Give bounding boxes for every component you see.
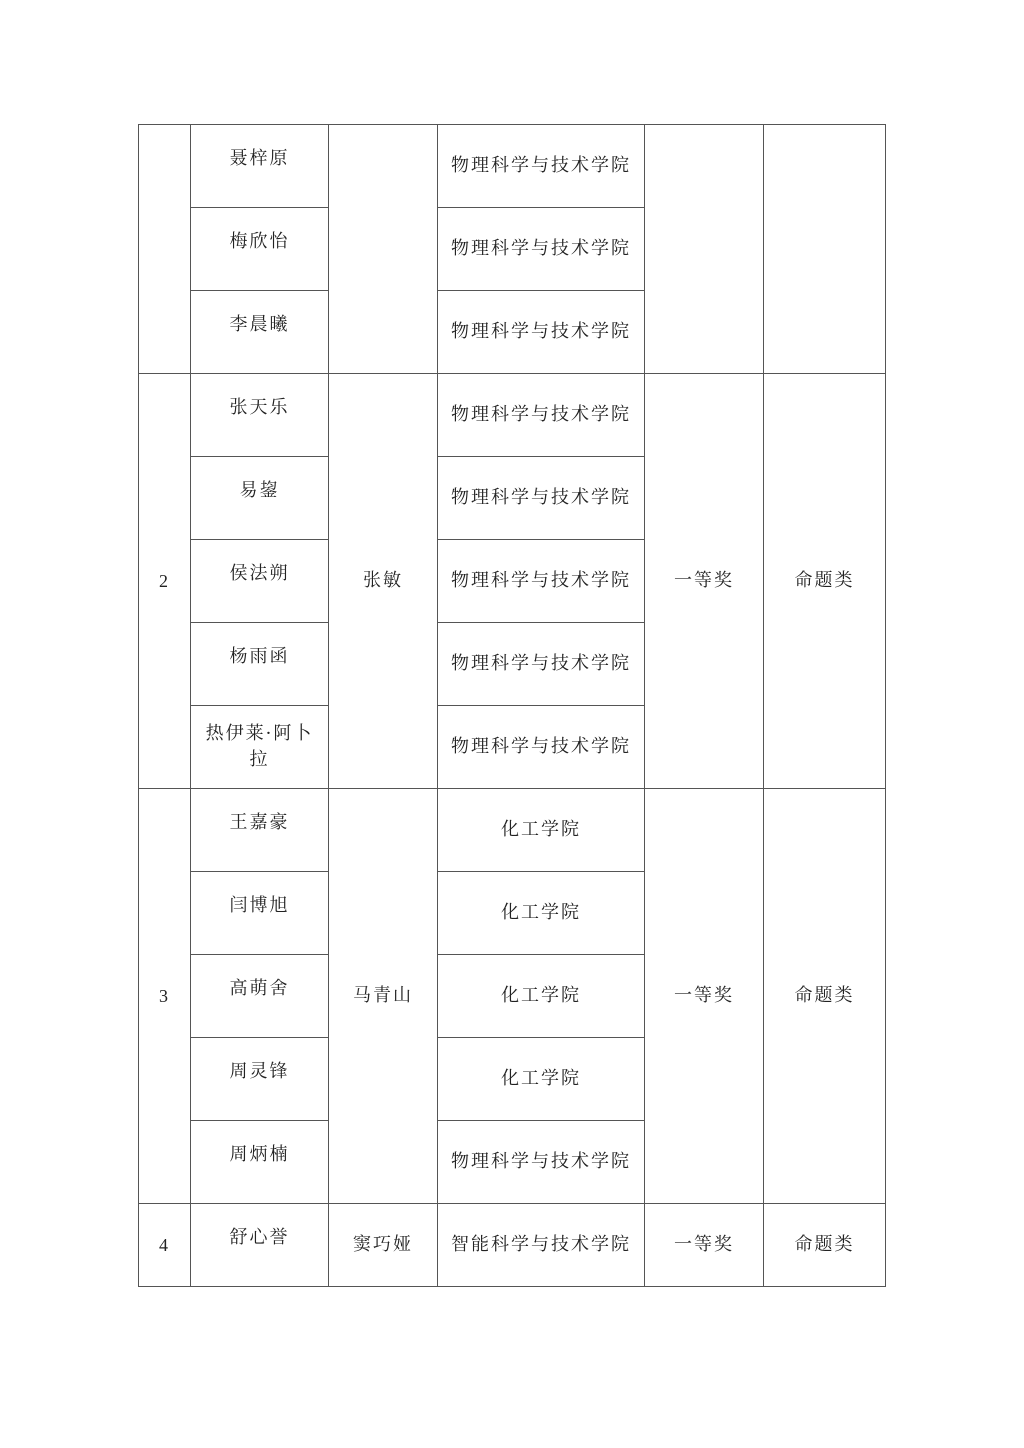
student-name: 聂梓原 [229, 148, 290, 169]
college-cell: 物理科学与技术学院 [438, 125, 645, 208]
college-cell: 化工学院 [438, 872, 645, 955]
student-name: 闫博旭 [229, 895, 290, 916]
advisor-cell [329, 125, 438, 374]
college-cell: 物理科学与技术学院 [438, 1121, 645, 1204]
student-name: 热伊莱·阿卜拉 [205, 723, 314, 770]
college-cell: 智能科学与技术学院 [438, 1204, 645, 1287]
student-name-cell [191, 789, 329, 872]
college-cell: 物理科学与技术学院 [438, 457, 645, 540]
student-name: 张天乐 [229, 397, 290, 418]
student-name: 王嘉豪 [229, 812, 290, 833]
category-cell [764, 125, 886, 374]
award-cell [645, 125, 764, 374]
table-row [139, 125, 886, 208]
category-cell: 命题类 [764, 789, 886, 1204]
college-cell: 物理科学与技术学院 [438, 623, 645, 706]
group-number-cell [139, 125, 191, 374]
student-name-cell [191, 540, 329, 623]
advisor-cell: 张敏 [329, 374, 438, 789]
college-cell: 物理科学与技术学院 [438, 706, 645, 789]
college-cell: 物理科学与技术学院 [438, 374, 645, 457]
student-name-cell [191, 1038, 329, 1121]
advisor-cell: 窦巧娅 [329, 1204, 438, 1287]
student-name: 舒心誉 [229, 1227, 290, 1248]
group-number-cell: 4 [139, 1204, 191, 1287]
student-name: 杨雨函 [229, 646, 290, 667]
student-name-cell [191, 125, 329, 208]
student-name-cell [191, 457, 329, 540]
table-row [139, 374, 886, 457]
college-cell: 物理科学与技术学院 [438, 291, 645, 374]
award-table-body [139, 125, 886, 1287]
category-cell: 命题类 [764, 1204, 886, 1287]
student-name: 易鋆 [239, 480, 280, 501]
student-name-cell [191, 623, 329, 706]
college-cell: 化工学院 [438, 789, 645, 872]
award-cell: 一等奖 [645, 374, 764, 789]
student-name: 高萌舍 [229, 978, 290, 999]
college-cell: 化工学院 [438, 1038, 645, 1121]
student-name-cell [191, 955, 329, 1038]
student-name: 周灵锋 [229, 1061, 290, 1082]
table-row [139, 1204, 886, 1287]
award-cell: 一等奖 [645, 789, 764, 1204]
student-name: 周炳楠 [229, 1144, 290, 1165]
student-name: 侯法朔 [229, 563, 290, 584]
advisor-cell: 马青山 [329, 789, 438, 1204]
table-row [139, 789, 886, 872]
student-name-cell [191, 374, 329, 457]
award-cell: 一等奖 [645, 1204, 764, 1287]
student-name: 梅欣怡 [229, 231, 290, 252]
group-number-cell: 3 [139, 789, 191, 1204]
group-number-cell: 2 [139, 374, 191, 789]
student-name-cell [191, 706, 329, 789]
student-name-cell [191, 208, 329, 291]
college-cell: 物理科学与技术学院 [438, 208, 645, 291]
college-cell: 化工学院 [438, 955, 645, 1038]
college-cell: 物理科学与技术学院 [438, 540, 645, 623]
student-name-cell [191, 291, 329, 374]
category-cell: 命题类 [764, 374, 886, 789]
student-name-cell [191, 1121, 329, 1204]
award-table [138, 124, 886, 1287]
student-name-cell [191, 1204, 329, 1287]
student-name: 李晨曦 [229, 314, 290, 335]
student-name-cell [191, 872, 329, 955]
